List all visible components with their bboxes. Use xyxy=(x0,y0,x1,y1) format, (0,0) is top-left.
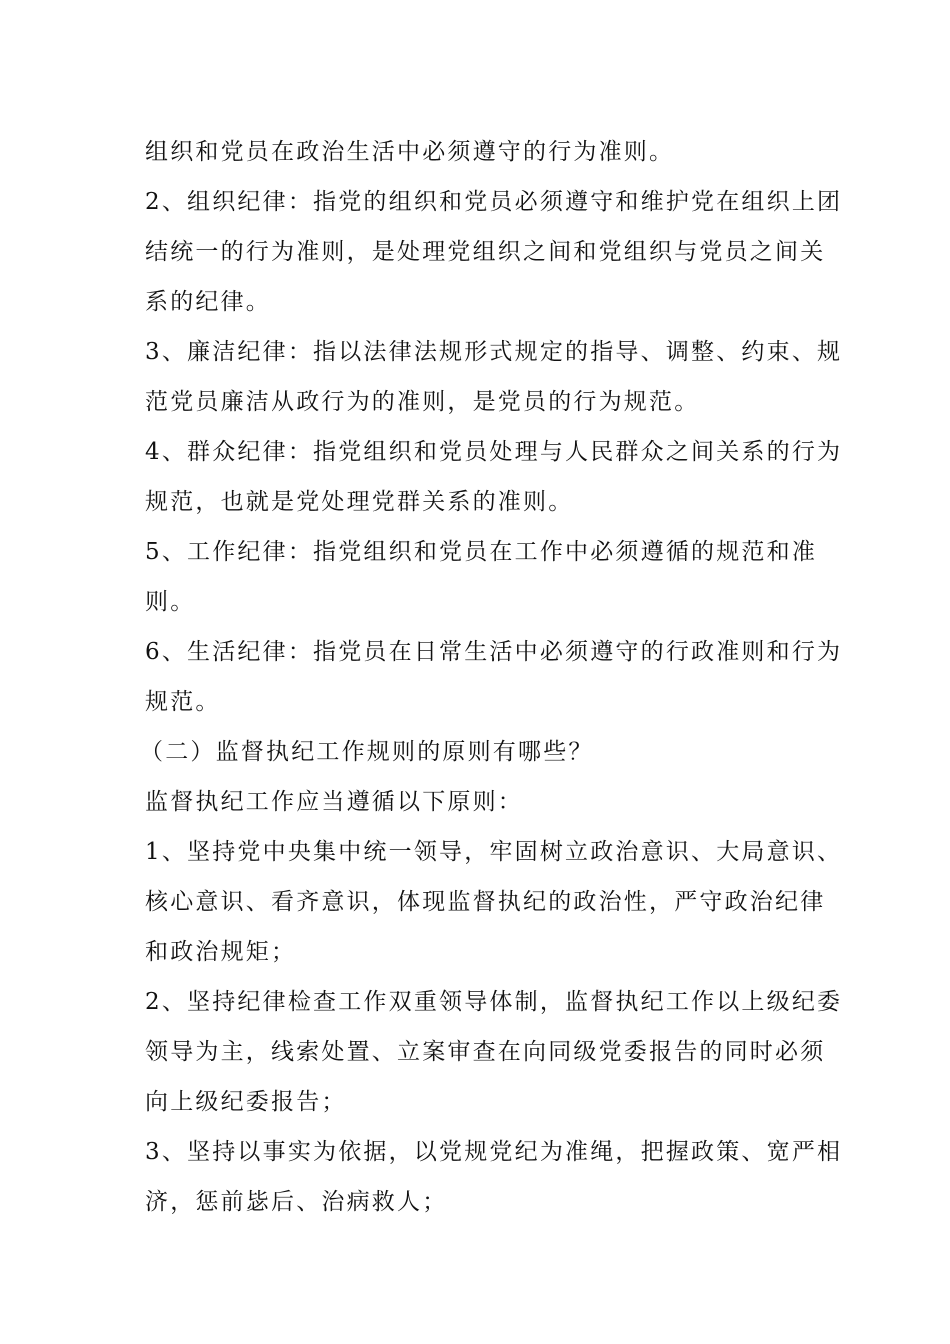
text-line: 则。 xyxy=(145,589,196,615)
text-line: 监督执纪工作应当遵循以下原则： xyxy=(145,789,523,815)
text-line: 济，惩前毖后、治病救人； xyxy=(145,1189,448,1215)
text-line: 领导为主，线索处置、立案审查在向同级党委报告的同时必须 xyxy=(145,1039,826,1065)
text-line: 3、坚持以事实为依据，以党规党纪为准绳，把握政策、宽严相 xyxy=(145,1139,843,1165)
text-line: 规范，也就是党处理党群关系的准则。 xyxy=(145,489,574,515)
text-line: 核心意识、看齐意识，体现监督执纪的政治性，严守政治纪律 xyxy=(145,889,826,915)
text-line: 6、生活纪律：指党员在日常生活中必须遵守的行政准则和行为 xyxy=(145,639,843,665)
text-line: 1、坚持党中央集中统一领导，牢固树立政治意识、大局意识、 xyxy=(145,839,843,865)
text-line: 结统一的行为准则，是处理党组织之间和党组织与党员之间关 xyxy=(145,239,826,265)
text-line: 规范。 xyxy=(145,689,221,715)
text-line: 组织和党员在政治生活中必须遵守的行为准则。 xyxy=(145,139,675,165)
text-line: 向上级纪委报告； xyxy=(145,1089,347,1115)
text-line: 2、坚持纪律检查工作双重领导体制，监督执纪工作以上级纪委 xyxy=(145,989,843,1015)
text-line: 范党员廉洁从政行为的准则，是党员的行为规范。 xyxy=(145,389,700,415)
text-line: 2、组织纪律：指党的组织和党员必须遵守和维护党在组织上团 xyxy=(145,189,843,215)
text-line: 系的纪律。 xyxy=(145,289,271,315)
text-line: 和政治规矩； xyxy=(145,939,297,965)
section-heading: （二）监督执纪工作规则的原则有哪些？ xyxy=(140,739,594,765)
text-line: 4、群众纪律：指党组织和党员处理与人民群众之间关系的行为 xyxy=(145,439,843,465)
text-line: 5、工作纪律：指党组织和党员在工作中必须遵循的规范和准 xyxy=(145,539,818,565)
text-line: 3、廉洁纪律：指以法律法规形式规定的指导、调整、约束、规 xyxy=(145,339,843,365)
